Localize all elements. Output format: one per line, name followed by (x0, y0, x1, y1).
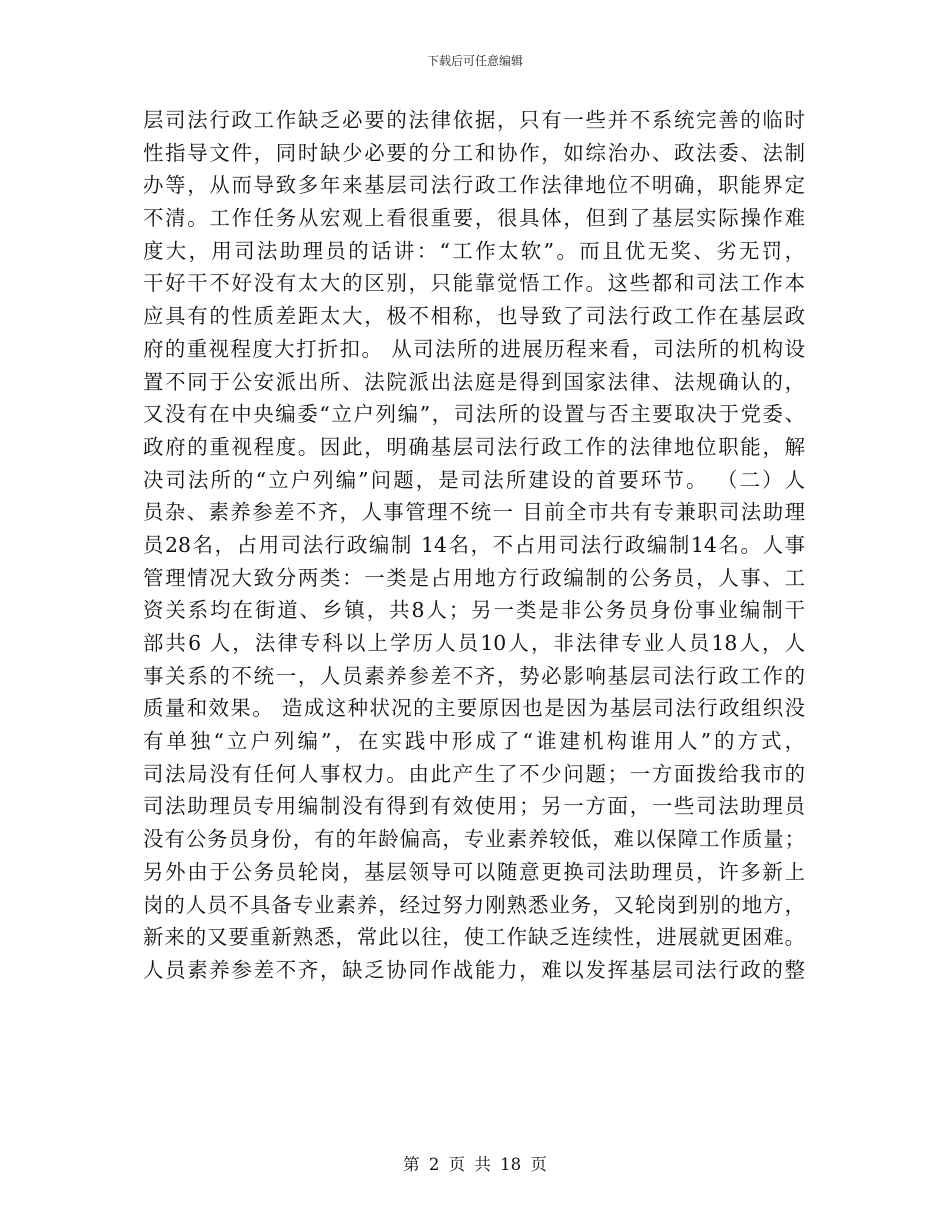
text-line: 人员素养参差不齐，缺乏协同作战能力，难以发挥基层司法行政的整 (143, 957, 805, 982)
text-line: 办等，从而导致多年来基层司法行政工作法律地位不明确，职能界定 (143, 173, 805, 198)
text-line: 新来的又要重新熟悉，常此以往，使工作缺乏连续性，进展就更困难。 (143, 925, 805, 950)
text-line: 资关系均在街道、乡镇，共8人；另一类是非公务员身份事业编制干 (143, 598, 805, 623)
text-line: 管理情况大致分两类：一类是占用地方行政编制的公务员，人事、工 (143, 565, 805, 590)
text-line: 部共6 人，法律专科以上学历人员10人，非法律专业人员18人，人 (143, 631, 805, 655)
text-line: 又没有在中央编委“立户列编”，司法所的设置与否主要取决于党委、 (143, 402, 805, 427)
text-line: 员杂、素养参差不齐，人事管理不统一 目前全市共有专兼职司法助理 (143, 500, 805, 525)
page-number: 第 2 页 共 18 页 (403, 1155, 547, 1174)
text-line: 员28名，占用司法行政编制 14名，不占用司法行政编制14名。人事 (143, 532, 805, 557)
text-line: 不清。工作任务从宏观上看很重要，很具体，但到了基层实际操作难 (143, 206, 805, 231)
text-line: 府的重视程度大打折扣。 从司法所的进展历程来看，司法所的机构设 (143, 336, 805, 361)
text-line: 事关系的不统一，人员素养参差不齐，势必影响基层司法行政工作的 (143, 663, 805, 688)
text-line: 司法局没有任何人事权力。由此产生了不少问题；一方面拨给我市的 (143, 761, 805, 786)
text-line: 应具有的性质差距太大，极不相称，也导致了司法行政工作在基层政 (143, 304, 805, 329)
text-line: 干好干不好没有太大的区别，只能靠觉悟工作。这些都和司法工作本 (143, 271, 805, 296)
document-body (143, 104, 805, 987)
text-line: 质量和效果。 造成这种状况的主要原因也是因为基层司法行政组织没 (143, 696, 805, 721)
text-line: 另外由于公务员轮岗，基层领导可以随意更换司法助理员，许多新上 (143, 859, 805, 884)
text-line: 岗的人员不具备专业素养，经过努力刚熟悉业务，又轮岗到别的地方， (143, 892, 805, 917)
text-line: 度大，用司法助理员的话讲：“工作太软”。而且优无奖、劣无罚， (143, 238, 805, 263)
text-line: 性指导文件，同时缺少必要的分工和协作，如综治办、政法委、法制 (143, 140, 805, 165)
text-line: 决司法所的“立户列编”问题，是司法所建设的首要环节。 （二）人 (143, 467, 805, 492)
text-line: 司法助理员专用编制没有得到有效使用；另一方面，一些司法助理员 (143, 794, 805, 819)
page-header: 下载后可任意编辑 (426, 54, 523, 68)
text-line: 没有公务员身份，有的年龄偏高，专业素养较低，难以保障工作质量； (143, 827, 805, 852)
text-line: 政府的重视程度。因此，明确基层司法行政工作的法律地位职能，解 (143, 434, 805, 459)
text-line: 置不同于公安派出所、法院派出法庭是得到国家法律、法规确认的， (143, 369, 805, 394)
text-line: 层司法行政工作缺乏必要的法律依据，只有一些并不系统完善的临时 (143, 108, 805, 132)
text-line: 有单独“立户列编”，在实践中形成了“谁建机构谁用人”的方式， (143, 729, 805, 754)
